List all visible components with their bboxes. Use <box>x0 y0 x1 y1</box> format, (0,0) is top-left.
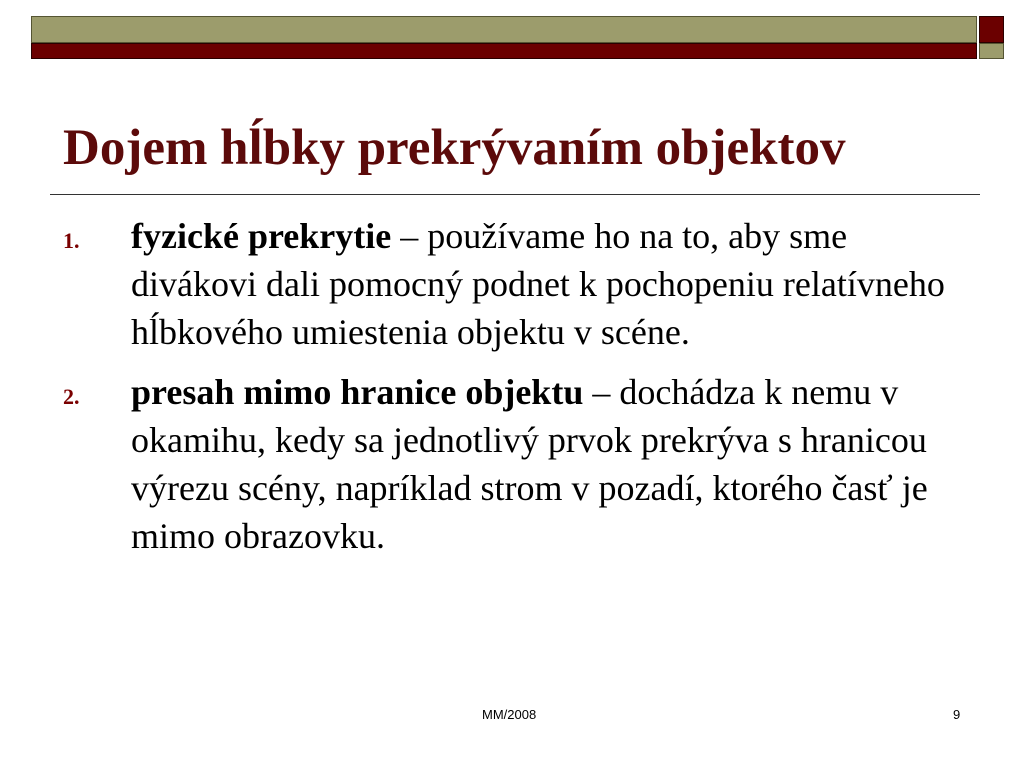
list-item <box>0 212 1024 356</box>
list-number: 2. <box>63 384 80 409</box>
header-bar-olive <box>31 16 977 43</box>
content-list <box>0 212 1024 572</box>
header-square-maroon <box>979 16 1004 43</box>
list-number: 1. <box>63 228 80 253</box>
list-text: – používame ho na to, aby sme divákovi dali pomocný podnet k pochopeniu relatívneho hĺbkového umiestenia objektu v scéne. <box>131 216 945 352</box>
page-number: 9 <box>953 707 961 722</box>
slide-title: Dojem hĺbky prekrývaním objektov <box>63 120 846 176</box>
header-square-olive <box>979 43 1004 59</box>
list-term: fyzické prekrytie <box>131 216 392 256</box>
header-bar-maroon <box>31 43 977 59</box>
title-divider <box>50 194 980 195</box>
footer-label: MM/2008 <box>482 707 537 722</box>
list-item <box>0 368 1024 560</box>
list-text: – dochádza k nemu v okamihu, kedy sa jednotlivý prvok prekrýva s hranicou výrezu scény, napríklad strom v pozadí, ktorého časť je mimo obrazovku. <box>131 372 928 556</box>
list-term: presah mimo hranice objektu <box>131 372 584 412</box>
